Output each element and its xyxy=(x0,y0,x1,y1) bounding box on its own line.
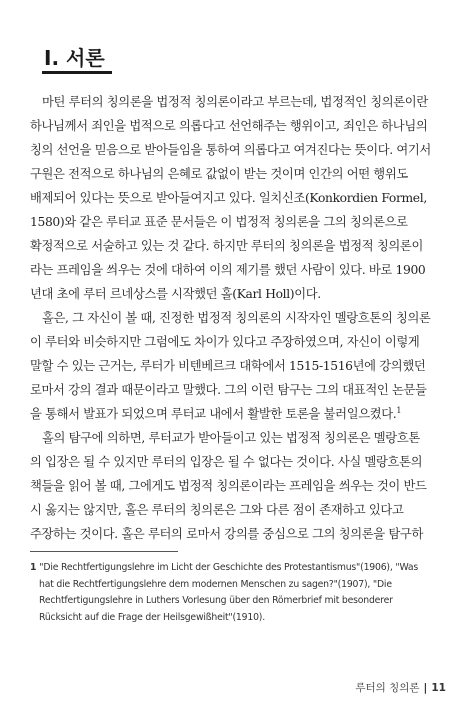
paragraph-2-line-2: 이 루터와 비슷하지만 그럼에도 차이가 있다고 주장하였으며, 자신이 이렇게 xyxy=(30,335,420,349)
heading-underline xyxy=(42,71,112,74)
paragraph-3-line-1: 홀의 탐구에 의하면, 루터교가 받아들이고 있는 법정적 칭의론은 멜랑흐톤 xyxy=(42,431,420,445)
paragraph-1-line-2: 하나님께서 죄인을 법적으로 의롭다고 선언해주는 행위이고, 죄인은 하나님의 xyxy=(30,119,428,133)
running-footer-title: 루터의 칭의론 xyxy=(355,682,420,694)
paragraph-3-line-2: 의 입장은 될 수 있지만 루터의 입장은 될 수 없다는 것이다. 사실 멜랑흐톤의 xyxy=(30,455,423,469)
footnote-separator xyxy=(30,551,178,552)
paragraph-1-line-8: 라는 프레임을 씌우는 것에 대하여 이의 제기를 했던 사람이 있다. 바로 1900 xyxy=(30,263,426,277)
paragraph-2-line-1: 홀은, 그 자신이 볼 때, 진정한 법정적 칭의론의 시작자인 멜랑흐톤의 칭의론 xyxy=(42,311,431,325)
paragraph-1-line-4: 구원은 전적으로 하나님의 은혜로 값없이 받는 것이며 인간의 어떤 행위도 xyxy=(30,167,408,181)
paragraph-1-line-7: 확정적으로 서술하고 있는 것 같다. 하지만 루터의 칭의론을 법정적 칭의론이 xyxy=(30,239,423,253)
paragraph-1-line-5: 배제되어 있다는 뜻으로 받아들여지고 있다. 일치신조(Konkordien Formel, xyxy=(30,191,427,205)
paragraph-3-line-5: 주장하는 것이다. 홀은 루터의 로마서 강의를 중심으로 그의 칭의론을 탐구하 xyxy=(30,527,423,541)
footnote-line-4: Rücksicht auf die Frage der Heilsgewißheit"(1910). xyxy=(39,611,265,623)
paragraph-3-line-3: 책들을 읽어 볼 때, 그에게도 법정적 칭의론이라는 프레임을 씌우는 것이 반드 xyxy=(30,479,427,493)
body-text xyxy=(30,90,445,546)
paragraph-1-line-9: 년대 초에 루터 르네상스를 시작했던 홀(Karl Holl)이다. xyxy=(30,287,321,301)
footnote-reference[interactable]: 1 xyxy=(396,405,402,415)
paragraph-1-line-1: 마틴 루터의 칭의론을 법정적 칭의론이라고 부르는데, 법정적인 칭의론이란 xyxy=(42,95,428,109)
section-heading: I. 서론 xyxy=(44,46,105,70)
footnote xyxy=(30,560,445,626)
running-footer-separator: | xyxy=(423,682,428,694)
footnote-line-3: Rechtfertigungslehre in Luthers Vorlesung über den Römerbrief mit besonderer xyxy=(39,595,393,606)
footnote-line-1-text: "Die Rechtfertigungslehre im Licht der Geschichte des Protestantismus"(1906), "Was xyxy=(39,562,418,573)
paragraph-2-line-5-text: 을 통해서 발표가 되었으며 루터교 내에서 활발한 토론을 불러일으켰다. xyxy=(30,407,397,421)
paragraph-3-line-4: 시 옳지는 않지만, 홀은 루터의 칭의론은 그와 다른 점이 존재하고 있다고 xyxy=(30,503,404,517)
paragraph-1-line-6: 1580)와 같은 루터교 표준 문서들은 이 법정적 칭의론을 그의 칭의론으로 xyxy=(30,215,408,229)
paragraph-1-line-3: 칭의 선언을 믿음으로 받아들임을 통하여 의롭다고 여겨진다는 뜻이다. 여기서 xyxy=(30,143,431,157)
running-footer xyxy=(355,680,446,695)
footnote-line-2: hat die Rechtfertigungslehre dem modernen Menschen zu sagen?"(1907), "Die xyxy=(39,578,392,590)
paragraph-2-line-5 xyxy=(30,402,445,426)
footnote-line-1 xyxy=(30,560,445,577)
paragraph-2-line-4: 로마서 강의 결과 때문이라고 말했다. 그의 이런 탐구는 그의 대표적인 논문들 xyxy=(30,383,427,397)
footnote-number: 1 xyxy=(30,562,37,573)
paragraph-2-line-3: 말할 수 있는 근거는, 루터가 비텐베르크 대학에서 1515-1516년에 강의했던 xyxy=(30,359,426,373)
page-number: 11 xyxy=(431,682,446,694)
